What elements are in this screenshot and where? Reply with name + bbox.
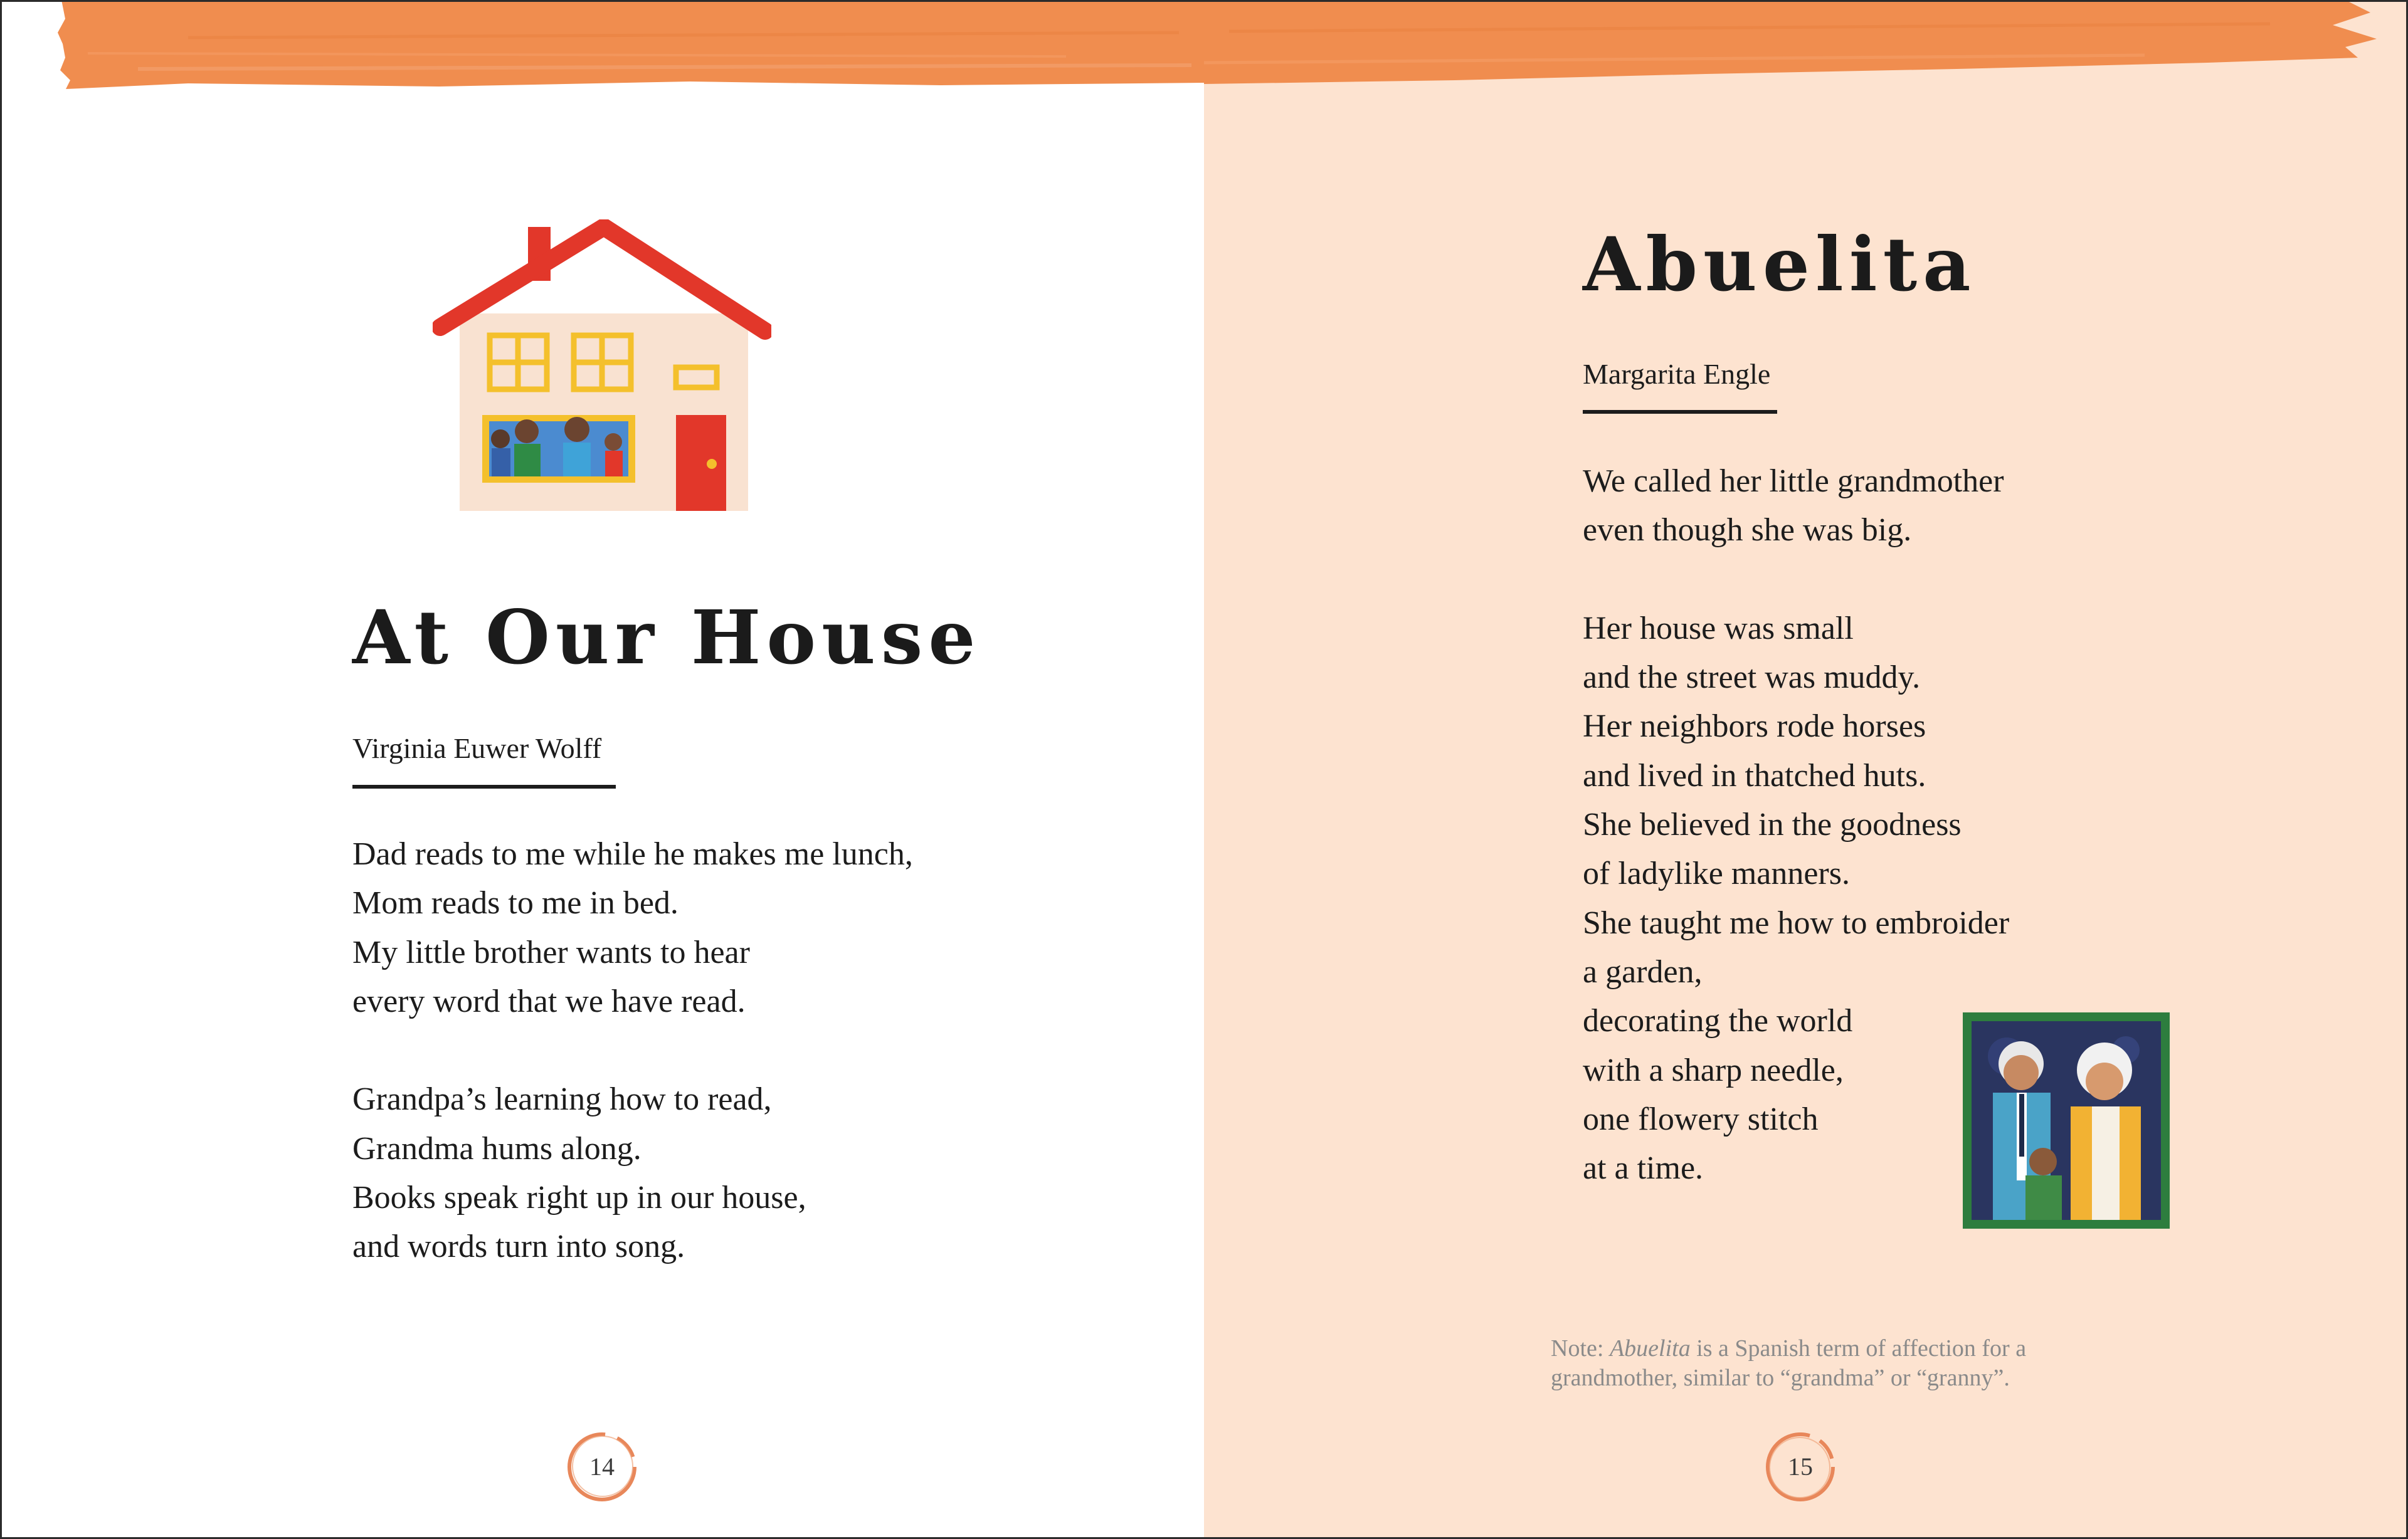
- orange-brush-stroke: [0, 0, 1204, 100]
- poem-line: We called her little grandmother: [1583, 463, 2004, 499]
- poem-line: even though she was big.: [1583, 512, 1912, 549]
- stanza-break: [352, 1026, 913, 1075]
- poem-line: of ladylike manners.: [1583, 856, 1850, 892]
- author-underline: [1583, 410, 1777, 414]
- page-number-text: 14: [589, 1452, 615, 1481]
- poem-line: one flowery stitch: [1583, 1101, 1819, 1137]
- poem-title: Abuelita: [1583, 221, 1977, 308]
- page-number: [1763, 1429, 1838, 1505]
- poem-body: [1583, 457, 2009, 1193]
- page-number: [564, 1429, 640, 1505]
- page-number-text: 15: [1788, 1452, 1813, 1481]
- footnote-line-2: grandmother, similar to “grandma” or “granny”.: [1551, 1365, 2010, 1391]
- poem-line: a garden,: [1583, 953, 1703, 990]
- poem-line: at a time.: [1583, 1150, 1704, 1187]
- author-underline: [352, 785, 616, 789]
- footnote-term: Abuelita: [1609, 1335, 1691, 1362]
- right-page: [1204, 0, 2408, 1539]
- orange-brush-stroke: [1204, 0, 2408, 100]
- poem-line: Her neighbors rode horses: [1583, 708, 1926, 745]
- poem-line: She believed in the goodness: [1583, 807, 1962, 843]
- poem-body: [352, 830, 913, 1272]
- poem-author: Margarita Engle: [1583, 358, 1771, 390]
- poem-line: Her house was small: [1583, 610, 1854, 646]
- poem-line: with a sharp needle,: [1583, 1052, 1844, 1088]
- house-illustration: [433, 219, 771, 511]
- poem-author: Virginia Euwer Wolff: [352, 732, 602, 764]
- stanza-break: [1583, 555, 2009, 604]
- poem-line: Grandma hums along.: [352, 1130, 642, 1167]
- poem-line: Dad reads to me while he makes me lunch,: [352, 836, 913, 872]
- footnote: [1551, 1334, 2026, 1393]
- footnote-line-1: Note: Abuelita is a Spanish term of affection for a: [1551, 1335, 2027, 1362]
- poem-line: and lived in thatched huts.: [1583, 757, 1926, 794]
- poem-line: Books speak right up in our house,: [352, 1180, 806, 1216]
- poem-line: and the street was muddy.: [1583, 659, 1921, 696]
- poem-line: every word that we have read.: [352, 983, 746, 1019]
- grandparents-portrait-illustration: [1963, 1012, 2170, 1229]
- poem-line: Grandpa’s learning how to read,: [352, 1081, 772, 1118]
- poem-title: At Our House: [352, 594, 981, 681]
- poem-line: decorating the world: [1583, 1003, 1853, 1039]
- poem-line: Mom reads to me in bed.: [352, 885, 679, 922]
- poem-line: My little brother wants to hear: [352, 934, 750, 970]
- poem-line: and words turn into song.: [352, 1229, 685, 1265]
- poem-line: She taught me how to embroider: [1583, 905, 2010, 941]
